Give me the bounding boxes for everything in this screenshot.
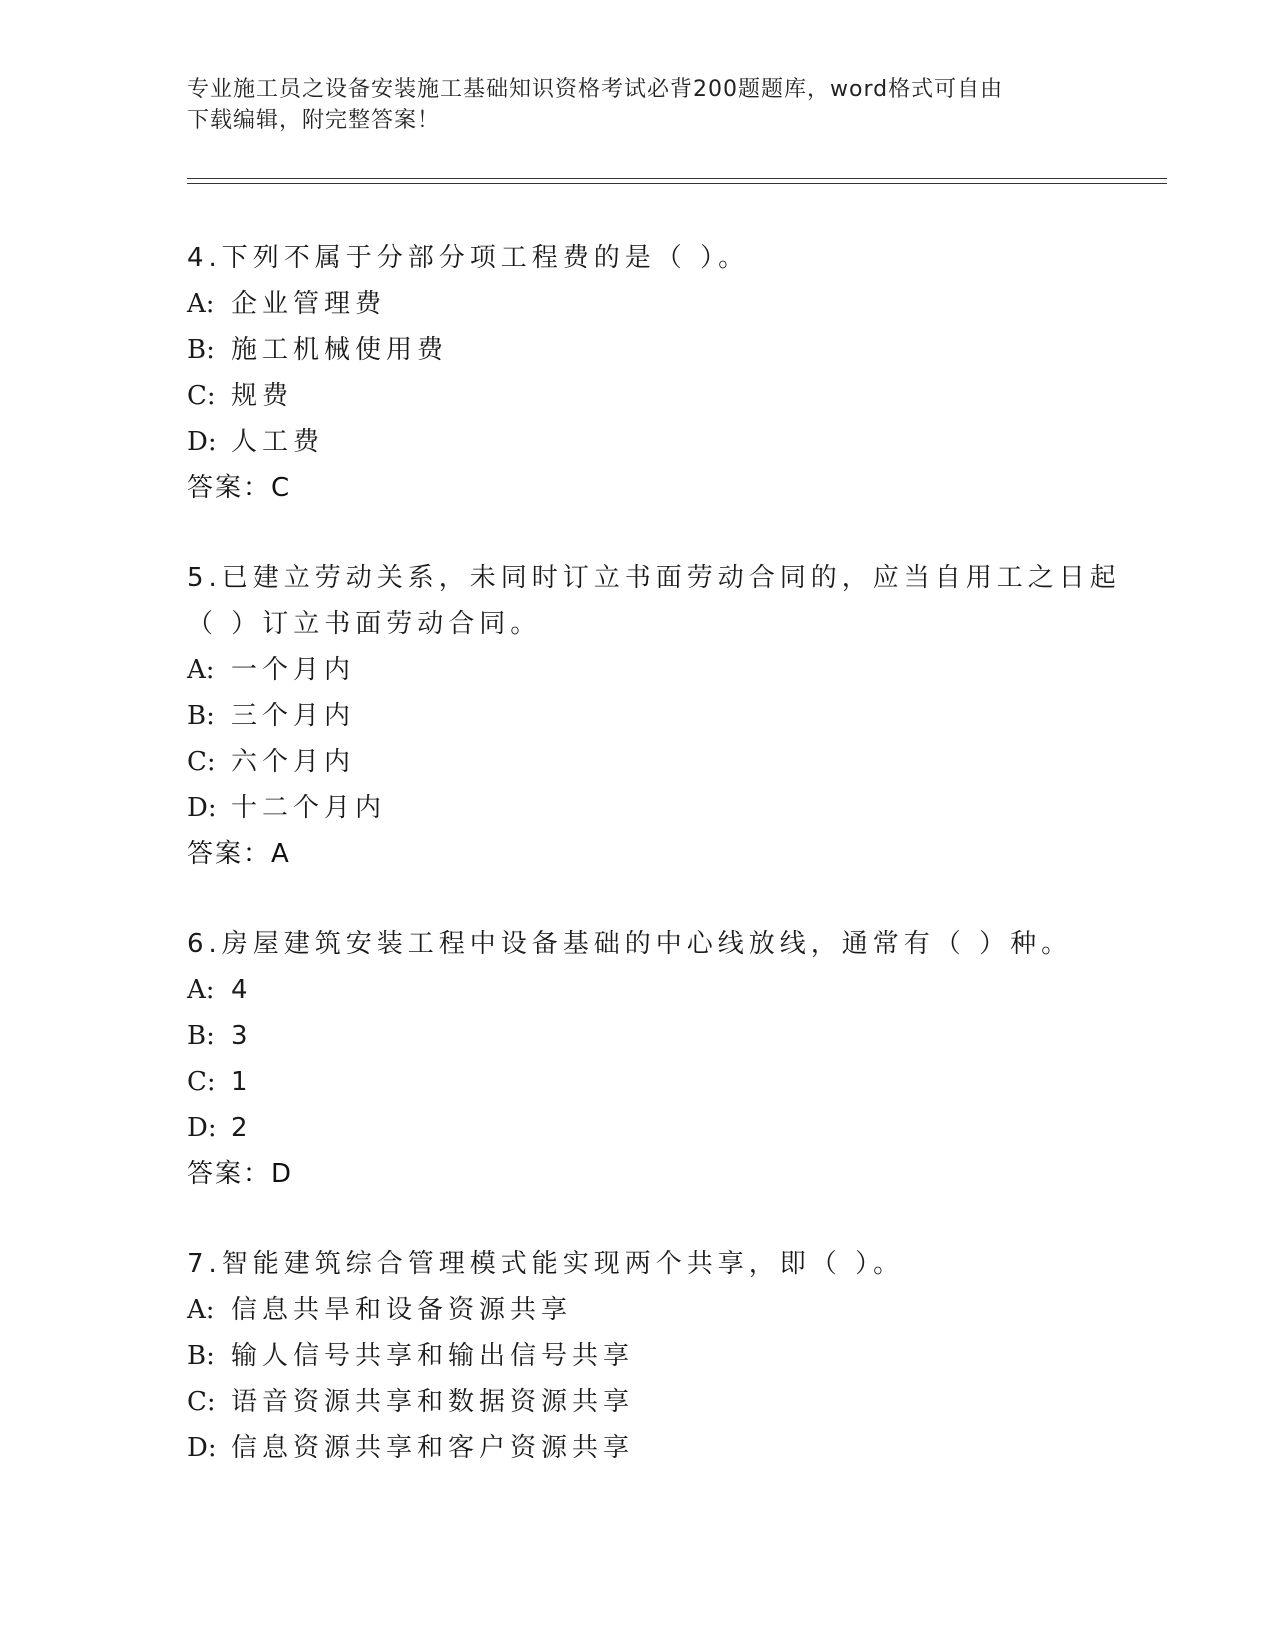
option-text: 十二个月内 — [231, 793, 387, 823]
option-key: A: — [187, 1295, 215, 1325]
option-a — [187, 1287, 1167, 1333]
option-text: 规费 — [231, 381, 294, 411]
option-c — [187, 1059, 1167, 1105]
option-key: B: — [187, 1021, 215, 1051]
question-stem: 4.下列不属于分部分项工程费的是（ ）。 — [187, 243, 750, 273]
header-line-1: 专业施工员之设备安装施工基础知识资格考试必背200题题库，word格式可自由 — [187, 77, 1004, 102]
option-key: A: — [187, 655, 215, 685]
option-text: 人工费 — [231, 427, 325, 457]
answer-label: 答案：D — [187, 1159, 294, 1189]
question-stem: 5.已建立劳动关系，未同时订立书面劳动合同的，应当自用工之日起 — [187, 563, 1121, 593]
option-text: 一个月内 — [231, 655, 356, 685]
option-b — [187, 1013, 1167, 1059]
option-text: 企业管理费 — [231, 289, 387, 319]
option-d — [187, 785, 1167, 831]
option-text: 施工机械使用费 — [231, 335, 449, 365]
header-rule-bottom — [187, 183, 1167, 184]
option-c — [187, 739, 1167, 785]
option-key: C: — [187, 1067, 216, 1097]
option-key: D: — [187, 1433, 217, 1463]
option-text: 2 — [231, 1113, 253, 1143]
option-key: B: — [187, 335, 215, 365]
question-stem: 7.智能建筑综合管理模式能实现两个共享，即（ ）。 — [187, 1249, 905, 1279]
option-d — [187, 1425, 1167, 1471]
option-key: A: — [187, 289, 215, 319]
question-7 — [187, 1241, 1167, 1471]
option-text: 三个月内 — [231, 701, 356, 731]
question-6 — [187, 921, 1167, 1197]
option-b — [187, 1333, 1167, 1379]
header-rule-top — [187, 178, 1167, 179]
question-5 — [187, 555, 1167, 877]
option-text: 输人信号共享和输出信号共享 — [231, 1341, 635, 1371]
option-key: B: — [187, 1341, 215, 1371]
option-a — [187, 967, 1167, 1013]
header-line-2: 下载编辑，附完整答案！ — [187, 108, 441, 133]
option-a — [187, 281, 1167, 327]
option-key: C: — [187, 747, 216, 777]
option-text: 信息共旱和设备资源共享 — [231, 1295, 573, 1325]
option-b — [187, 327, 1167, 373]
answer-label: 答案：A — [187, 839, 291, 869]
option-key: A: — [187, 975, 215, 1005]
option-c — [187, 373, 1167, 419]
question-4 — [187, 235, 1167, 511]
option-b — [187, 693, 1167, 739]
option-text: 3 — [231, 1021, 253, 1051]
question-list — [187, 235, 1167, 1515]
option-d — [187, 419, 1167, 465]
option-key: C: — [187, 1387, 216, 1417]
question-stem: 6.房屋建筑安装工程中设备基础的中心线放线，通常有（ ）种。 — [187, 929, 1073, 959]
question-stem-continued: （ ）订立书面劳动合同。 — [187, 609, 542, 639]
option-text: 信息资源共享和客户资源共享 — [231, 1433, 635, 1463]
option-d — [187, 1105, 1167, 1151]
document-header — [187, 74, 1087, 136]
answer-label: 答案：C — [187, 473, 292, 503]
option-a — [187, 647, 1167, 693]
option-key: D: — [187, 793, 217, 823]
option-text: 1 — [231, 1067, 253, 1097]
option-c — [187, 1379, 1167, 1425]
option-text: 六个月内 — [231, 747, 356, 777]
option-key: B: — [187, 701, 215, 731]
option-text: 语音资源共享和数据资源共享 — [231, 1387, 635, 1417]
option-key: D: — [187, 427, 217, 457]
option-key: D: — [187, 1113, 217, 1143]
option-text: 4 — [231, 975, 253, 1005]
option-key: C: — [187, 381, 216, 411]
